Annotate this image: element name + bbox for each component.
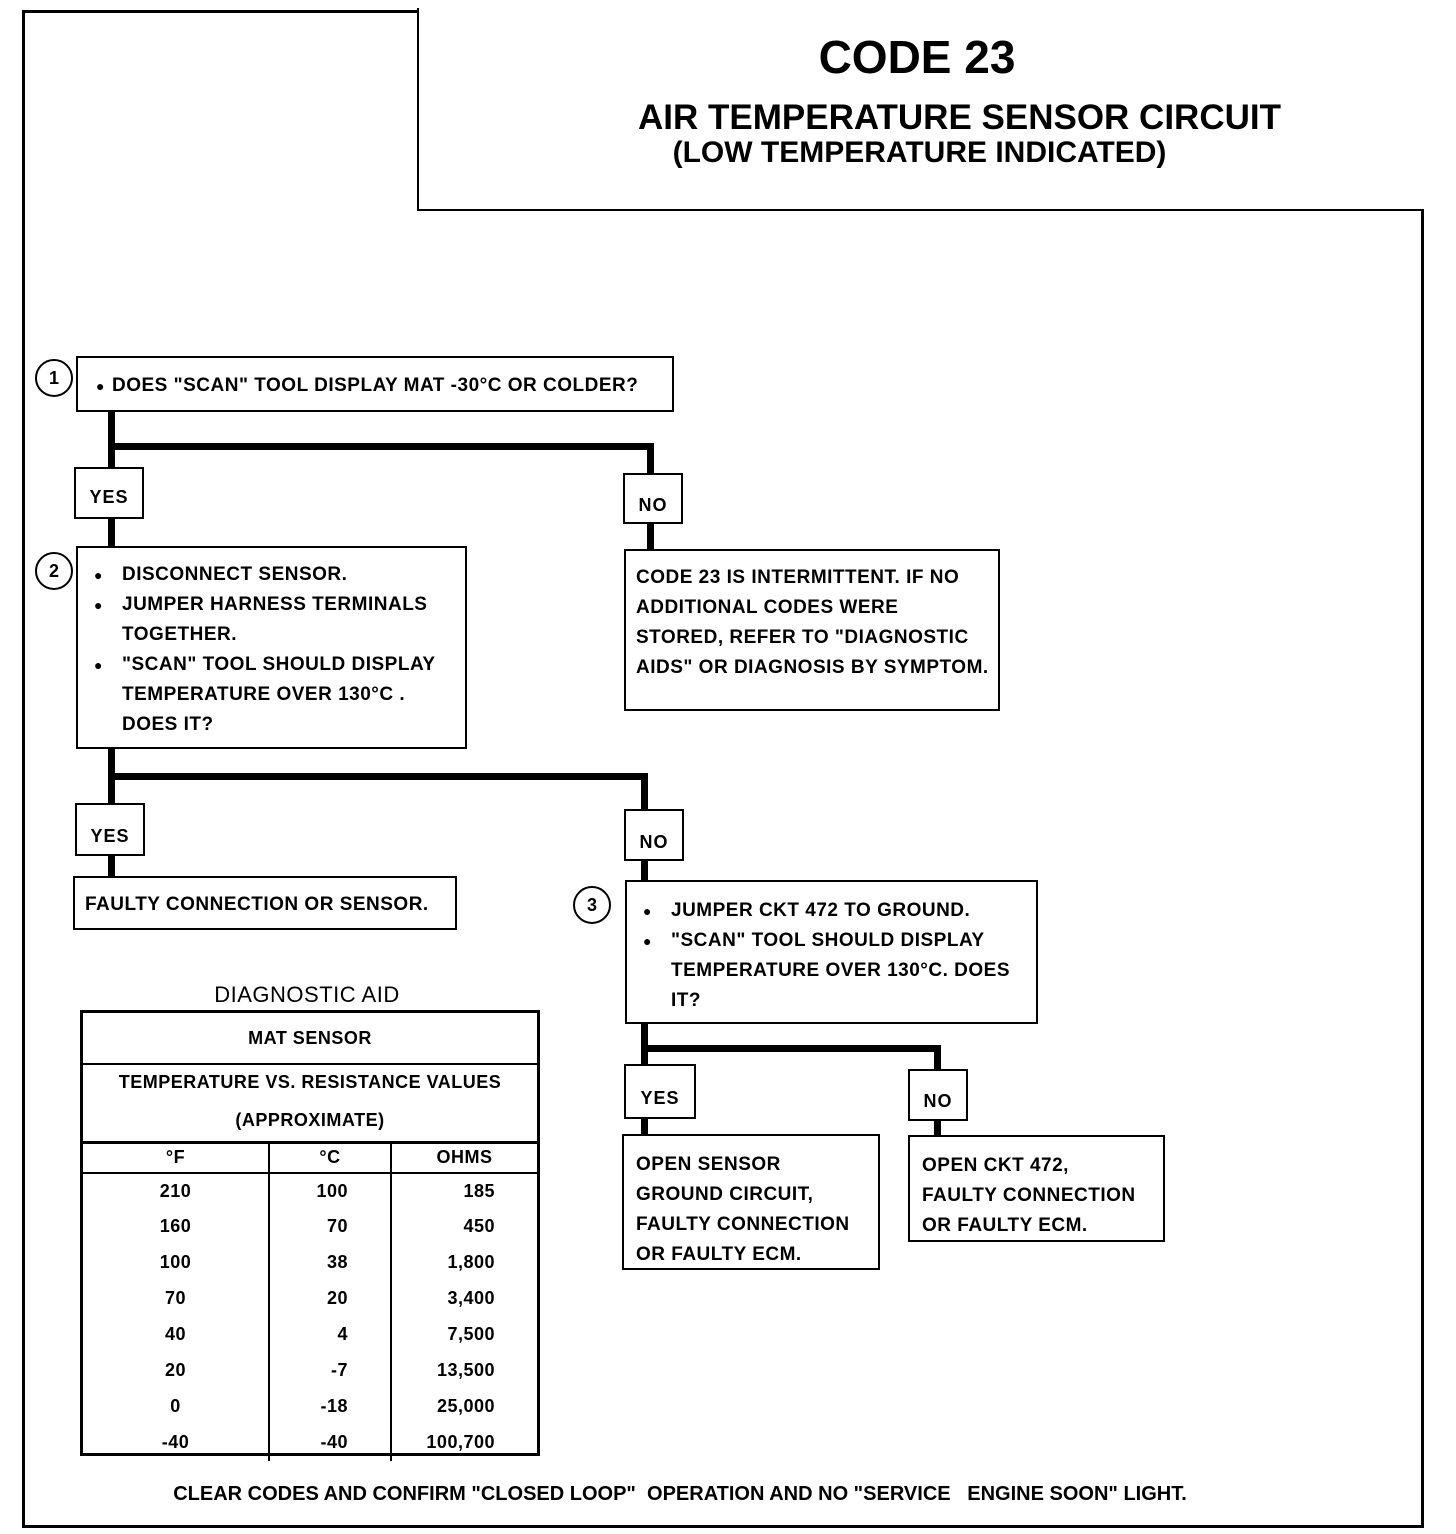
result-line: FAULTY CONNECTION bbox=[636, 1214, 850, 1235]
page-title: CODE 23 bbox=[818, 31, 1016, 83]
table-cell: 1,800 bbox=[447, 1252, 495, 1272]
result-line: OPEN SENSOR bbox=[636, 1154, 781, 1175]
table-row bbox=[83, 1389, 537, 1425]
result-line: FAULTY CONNECTION OR SENSOR. bbox=[85, 894, 429, 915]
table-row bbox=[83, 1245, 537, 1281]
table-title: MAT SENSOR bbox=[83, 1013, 537, 1064]
table-cell: 20 bbox=[269, 1281, 391, 1317]
table-cell: 38 bbox=[269, 1245, 391, 1281]
connector-line bbox=[108, 855, 115, 877]
step1-question-box bbox=[76, 356, 674, 412]
result-line: CODE 23 IS INTERMITTENT. IF NO bbox=[636, 567, 960, 588]
connector-line bbox=[641, 860, 648, 882]
table-cell: 25,000 bbox=[436, 1396, 495, 1416]
yes-label: YES bbox=[74, 467, 144, 519]
table-row bbox=[83, 1353, 537, 1389]
column-header: °F bbox=[83, 1143, 269, 1173]
step2-bullet: ● "SCAN" TOOL SHOULD DISPLAY TEMPERATURE OVER 130°C . DOES IT? bbox=[88, 650, 457, 740]
table-row bbox=[83, 1173, 537, 1209]
table-cell: -18 bbox=[269, 1389, 391, 1425]
connector-line bbox=[108, 773, 648, 780]
result-line: AIDS" OR DIAGNOSIS BY SYMPTOM. bbox=[636, 657, 989, 678]
step-number-badge: 2 bbox=[35, 552, 73, 590]
result-line: GROUND CIRCUIT, bbox=[636, 1184, 814, 1205]
mat-sensor-table bbox=[80, 1010, 540, 1456]
result-line: OPEN CKT 472, bbox=[922, 1155, 1069, 1176]
step2-instruction-box bbox=[76, 546, 467, 749]
column-header: °C bbox=[269, 1143, 391, 1173]
table-cell: 70 bbox=[83, 1281, 269, 1317]
page-subtitle: AIR TEMPERATURE SENSOR CIRCUIT bbox=[638, 98, 1281, 137]
table-cell: 70 bbox=[269, 1209, 391, 1245]
table-cell: -40 bbox=[269, 1425, 391, 1461]
step2-bullet: ● DISCONNECT SENSOR. bbox=[88, 560, 457, 590]
table-cell: 3,400 bbox=[447, 1288, 495, 1308]
connector-line bbox=[647, 522, 654, 550]
table-cell: 100 bbox=[269, 1173, 391, 1209]
connector-line bbox=[108, 410, 115, 468]
step3-yes-result-box bbox=[622, 1134, 880, 1270]
table-cell: 4 bbox=[269, 1317, 391, 1353]
connector-line bbox=[934, 1045, 941, 1070]
table-row bbox=[83, 1281, 537, 1317]
no-label: NO bbox=[908, 1069, 968, 1121]
connector-line bbox=[647, 443, 654, 473]
table-cell: 13,500 bbox=[436, 1360, 495, 1380]
table-cell: -40 bbox=[83, 1425, 269, 1461]
diagnostic-aid-title: DIAGNOSTIC AID bbox=[214, 982, 400, 1007]
step1-no-result-box bbox=[624, 549, 1000, 711]
connector-line bbox=[641, 1045, 941, 1052]
table-cell: 100 bbox=[83, 1245, 269, 1281]
step3-no-result-box bbox=[908, 1135, 1165, 1242]
table-cell: 100,700 bbox=[426, 1432, 495, 1452]
step3-bullet: ● JUMPER CKT 472 TO GROUND. bbox=[637, 896, 1028, 926]
table-cell: 0 bbox=[83, 1389, 269, 1425]
connector-line bbox=[641, 773, 648, 810]
connector-line bbox=[108, 517, 115, 547]
step2-yes-result-box bbox=[73, 876, 457, 930]
table-row bbox=[83, 1317, 537, 1353]
result-line: OR FAULTY ECM. bbox=[922, 1215, 1088, 1236]
table-subtitle: (APPROXIMATE) bbox=[83, 1099, 537, 1143]
yes-label: YES bbox=[624, 1064, 696, 1119]
step-number-badge: 1 bbox=[35, 359, 73, 397]
no-label: NO bbox=[623, 473, 683, 524]
table-cell: -7 bbox=[269, 1353, 391, 1389]
result-line: FAULTY CONNECTION bbox=[922, 1185, 1136, 1206]
no-label: NO bbox=[624, 809, 684, 861]
table-cell: 210 bbox=[83, 1173, 269, 1209]
table-row bbox=[83, 1209, 537, 1245]
column-header: OHMS bbox=[436, 1147, 493, 1168]
table-cell: 450 bbox=[463, 1216, 495, 1236]
connector-line bbox=[108, 443, 654, 450]
yes-label: YES bbox=[75, 803, 145, 856]
table-cell: 7,500 bbox=[447, 1324, 495, 1344]
table-cell: 20 bbox=[83, 1353, 269, 1389]
step-number-badge: 3 bbox=[573, 886, 611, 924]
result-line: STORED, REFER TO "DIAGNOSTIC bbox=[636, 627, 969, 648]
table-cell: 40 bbox=[83, 1317, 269, 1353]
result-line: OR FAULTY ECM. bbox=[636, 1244, 802, 1265]
table-cell: 185 bbox=[463, 1180, 495, 1201]
step1-question: ● DOES "SCAN" TOOL DISPLAY MAT -30°C OR COLDER? bbox=[90, 371, 672, 401]
step3-instruction-box bbox=[625, 880, 1038, 1024]
table-row bbox=[83, 1425, 537, 1461]
table-cell: 160 bbox=[83, 1209, 269, 1245]
step3-bullet: ● "SCAN" TOOL SHOULD DISPLAY TEMPERATURE OVER 130°C. DOES IT? bbox=[637, 926, 1028, 1016]
table-subtitle: TEMPERATURE VS. RESISTANCE VALUES bbox=[118, 1072, 502, 1092]
footer-instruction: CLEAR CODES AND CONFIRM "CLOSED LOOP" OPERATION AND NO "SERVICE ENGINE SOON" LIGHT. bbox=[173, 1483, 1187, 1505]
step2-bullet: ● JUMPER HARNESS TERMINALS TOGETHER. bbox=[88, 590, 457, 650]
page-subtitle-condition: (LOW TEMPERATURE INDICATED) bbox=[672, 136, 1167, 169]
result-line: ADDITIONAL CODES WERE bbox=[636, 597, 899, 618]
